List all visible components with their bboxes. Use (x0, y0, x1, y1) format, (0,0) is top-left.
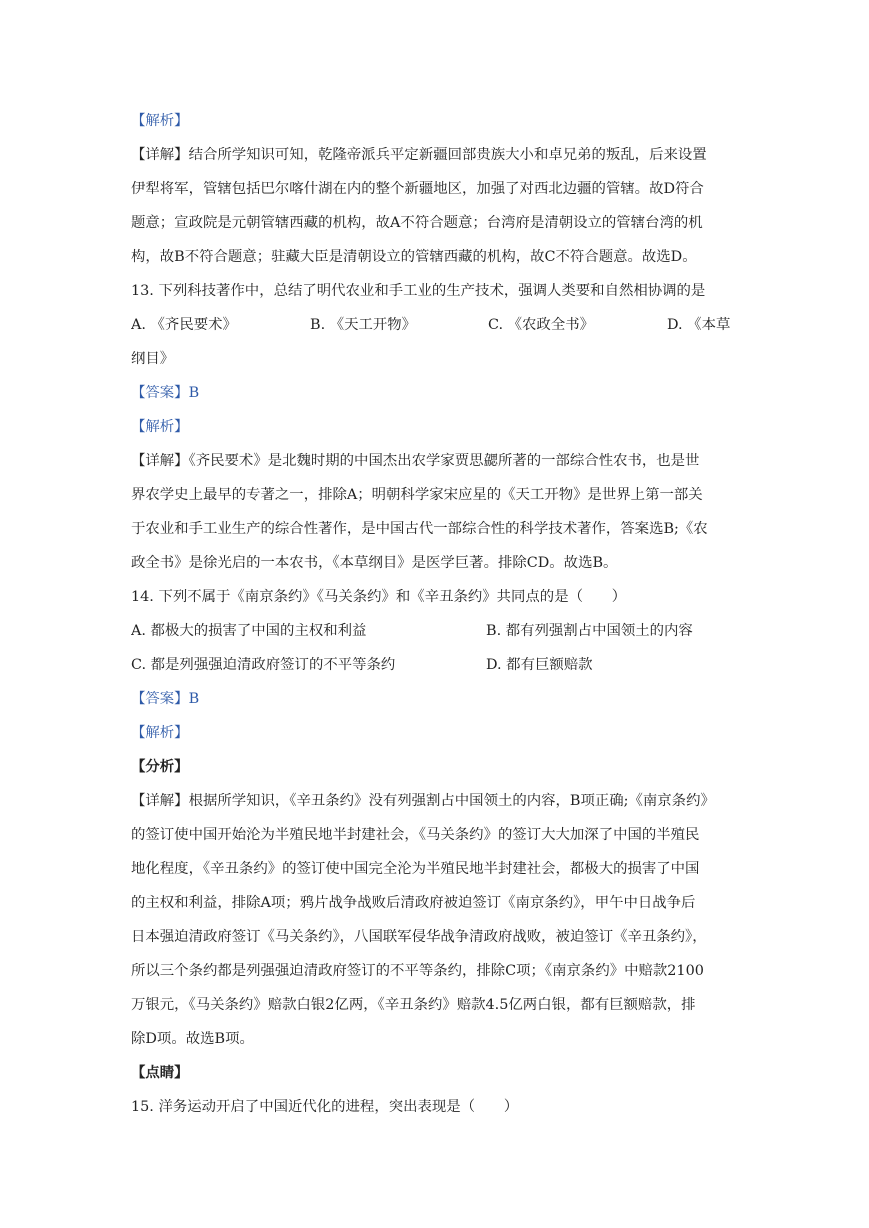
answer-heading: 【答案】B (131, 385, 200, 401)
explanation-line: 日本强迫清政府签订《马关条约》，八国联军侵华战争清政府战败，被迫签订《辛丑条约》， (131, 929, 707, 945)
question-14: 14. 下列不属于《南京条约》《马关条约》和《辛丑条约》共同点的是（ ） (131, 589, 627, 605)
document-content (131, 109, 741, 1129)
explanation-line: 【详解】《齐民要术》是北魏时期的中国杰出农学家贾思勰所著的一部综合性农书，也是世 (131, 453, 700, 469)
explanation-line: 万银元，《马关条约》赔款白银2亿两，《辛丑条约》赔款4.5亿两白银，都有巨额赔款，排 (131, 997, 696, 1013)
option-d: D. 《本草 (667, 317, 731, 333)
explanation-line: 伊犁将军，管辖包括巴尔喀什湖在内的整个新疆地区，加强了对西北边疆的管辖。故D符合 (131, 181, 704, 197)
explanation-line: 题意；宣政院是元朝管辖西藏的机构，故A不符合题意；台湾府是清朝设立的管辖台湾的机 (131, 215, 703, 231)
option-d: D. 都有巨额赔款 (486, 657, 593, 673)
question-14-options-row2 (131, 653, 741, 687)
question-13: 13. 下列科技著作中，总结了明代农业和手工业的生产技术，强调人类要和自然相协调的是 (131, 283, 706, 299)
explanation-line: 政全书》是徐光启的一本农书，《本草纲目》是医学巨著。排除CD。故选B。 (131, 555, 618, 571)
option-c: C. 都是列强强迫清政府签订的不平等条约 (131, 657, 396, 673)
explanation-line: 于农业和手工业生产的综合性著作，是中国古代一部综合性的科学技术著作，答案选B;《农 (131, 521, 708, 537)
analysis-heading: 【解析】 (131, 113, 189, 129)
explanation-line: 构，故B不符合题意；驻藏大臣是清朝设立的管辖西藏的机构，故C不符合题意。故选D。 (131, 249, 697, 265)
explanation-line: 所以三个条约都是列强强迫清政府签订的不平等条约，排除C项；《南京条约》中赔款2100 (131, 963, 704, 979)
option-b: B. 《天工开物》 (310, 317, 417, 333)
option-d-continued: 纲目》 (131, 351, 175, 367)
explanation-line: 地化程度，《辛丑条约》的签订使中国完全沦为半殖民地半封建社会，都极大的损害了中国 (131, 861, 700, 877)
analysis-heading: 【解析】 (131, 725, 189, 741)
analysis-subheading: 【分析】 (131, 758, 189, 775)
comment-heading: 【点睛】 (131, 1064, 189, 1081)
explanation-line: 的签订使中国开始沦为半殖民地半封建社会，《马关条约》的签订大大加深了中国的半殖民 (131, 827, 700, 843)
explanation-line: 【详解】根据所学知识，《辛丑条约》没有列强割占中国领土的内容，B项正确;《南京条约》 (131, 793, 715, 809)
option-a: A. 都极大的损害了中国的主权和利益 (131, 623, 367, 639)
option-a: A. 《齐民要术》 (131, 317, 237, 333)
question-14-options-row1 (131, 619, 741, 653)
answer-heading: 【答案】B (131, 691, 200, 707)
option-b: B. 都有列强割占中国领土的内容 (486, 623, 693, 639)
explanation-line: 界农学史上最早的专著之一，排除A；明朝科学家宋应星的《天工开物》是世界上第一部关 (131, 487, 703, 503)
question-13-options (131, 313, 741, 347)
explanation-line: 除D项。故选B项。 (131, 1031, 254, 1047)
option-c: C. 《农政全书》 (488, 317, 594, 333)
explanation-line: 【详解】结合所学知识可知，乾隆帝派兵平定新疆回部贵族大小和卓兄弟的叛乱，后来设置 (131, 147, 707, 163)
analysis-heading: 【解析】 (131, 419, 189, 435)
explanation-line: 的主权和利益，排除A项；鸦片战争战败后清政府被迫签订《南京条约》，甲午中日战争后 (131, 895, 696, 911)
question-15: 15. 洋务运动开启了中国近代化的进程，突出表现是（ ） (131, 1099, 519, 1115)
